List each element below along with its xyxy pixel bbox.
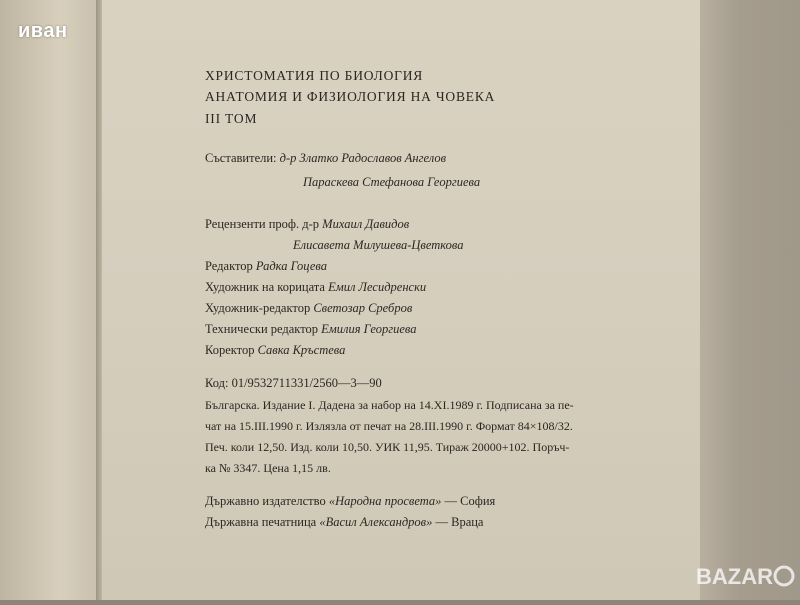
compiler-name-1: д-р Златко Радославов Ангелов: [279, 151, 446, 165]
editor-line: [205, 259, 327, 274]
book-code: Код: 01/9532711331/2560—3—90: [205, 376, 382, 390]
proofreader-line: [205, 343, 345, 358]
tech-editor-line: [205, 322, 417, 337]
compiler-name-2: Параскева Стефанова Георгиева: [303, 175, 481, 189]
imprint-line-1: Българска. Издание I. Дадена за набор на 14.XI.1989 г. Подписана за пе-: [205, 398, 574, 412]
imprint-line-2: чат на 15.III.1990 г. Излязла от печат на 28.III.1990 г. Формат 84×108/32.: [205, 419, 573, 433]
editor-name: Радка Гоцева: [255, 259, 327, 273]
publisher-city: — София: [444, 494, 496, 508]
reviewer-2: Елисавета Милушева-Цветкова: [293, 238, 464, 252]
compilers-label: Съставители:: [205, 151, 277, 165]
book-title-line2: АНАТОМИЯ И ФИЗИОЛОГИЯ НА ЧОВЕКА: [205, 89, 496, 104]
reviewers-label: Рецензенти проф. д-р: [205, 217, 320, 231]
bazar-logo-mark: [775, 567, 793, 585]
tech-editor-name: Емилия Георгиева: [321, 322, 417, 336]
art-editor-line: [205, 301, 412, 316]
printer-prefix: Държавна печатница: [205, 515, 317, 529]
bazar-logo: [692, 556, 800, 600]
reviewer-1: Михаил Давидов: [322, 217, 410, 231]
bazar-logo-graphic: [692, 556, 800, 600]
publisher-line: [205, 494, 495, 509]
imprint-line-4: ка № 3347. Цена 1,15 лв.: [205, 461, 331, 475]
proofreader-label: Коректор: [205, 343, 255, 357]
book-volume: III ТОМ: [205, 111, 258, 126]
background-surface: [700, 0, 800, 600]
imprint-line-3: Печ. коли 12,50. Изд. коли 10,50. УИК 11,95. Тираж 20000+102. Поръч-: [205, 440, 570, 454]
reviewers-line: [205, 217, 409, 232]
compilers-line1: [205, 151, 446, 166]
editor-label: Редактор: [205, 259, 253, 273]
printer-line: [205, 515, 483, 530]
art-editor-name: Светозар Сребров: [313, 301, 413, 315]
publisher-name: «Народна просвета»: [328, 494, 442, 508]
cover-artist-line: [205, 280, 426, 295]
art-editor-label: Художник-редактор: [205, 301, 311, 315]
tech-editor-label: Технически редактор: [205, 322, 319, 336]
bazar-logo-text: BAZAR: [696, 564, 773, 589]
cover-artist-label: Художник на корицата: [205, 280, 325, 294]
publisher-prefix: Държавно издателство: [205, 494, 326, 508]
printer-name: «Васил Александров»: [319, 515, 433, 529]
cover-artist-name: Емил Лесидренски: [328, 280, 427, 294]
book-title-line1: ХРИСТОМАТИЯ ПО БИОЛОГИЯ: [205, 68, 424, 83]
watermark-username: иван: [18, 20, 68, 42]
printer-city: — Враца: [435, 515, 484, 529]
proofreader-name: Савка Кръстева: [257, 343, 346, 357]
left-page-edge: [0, 0, 100, 600]
